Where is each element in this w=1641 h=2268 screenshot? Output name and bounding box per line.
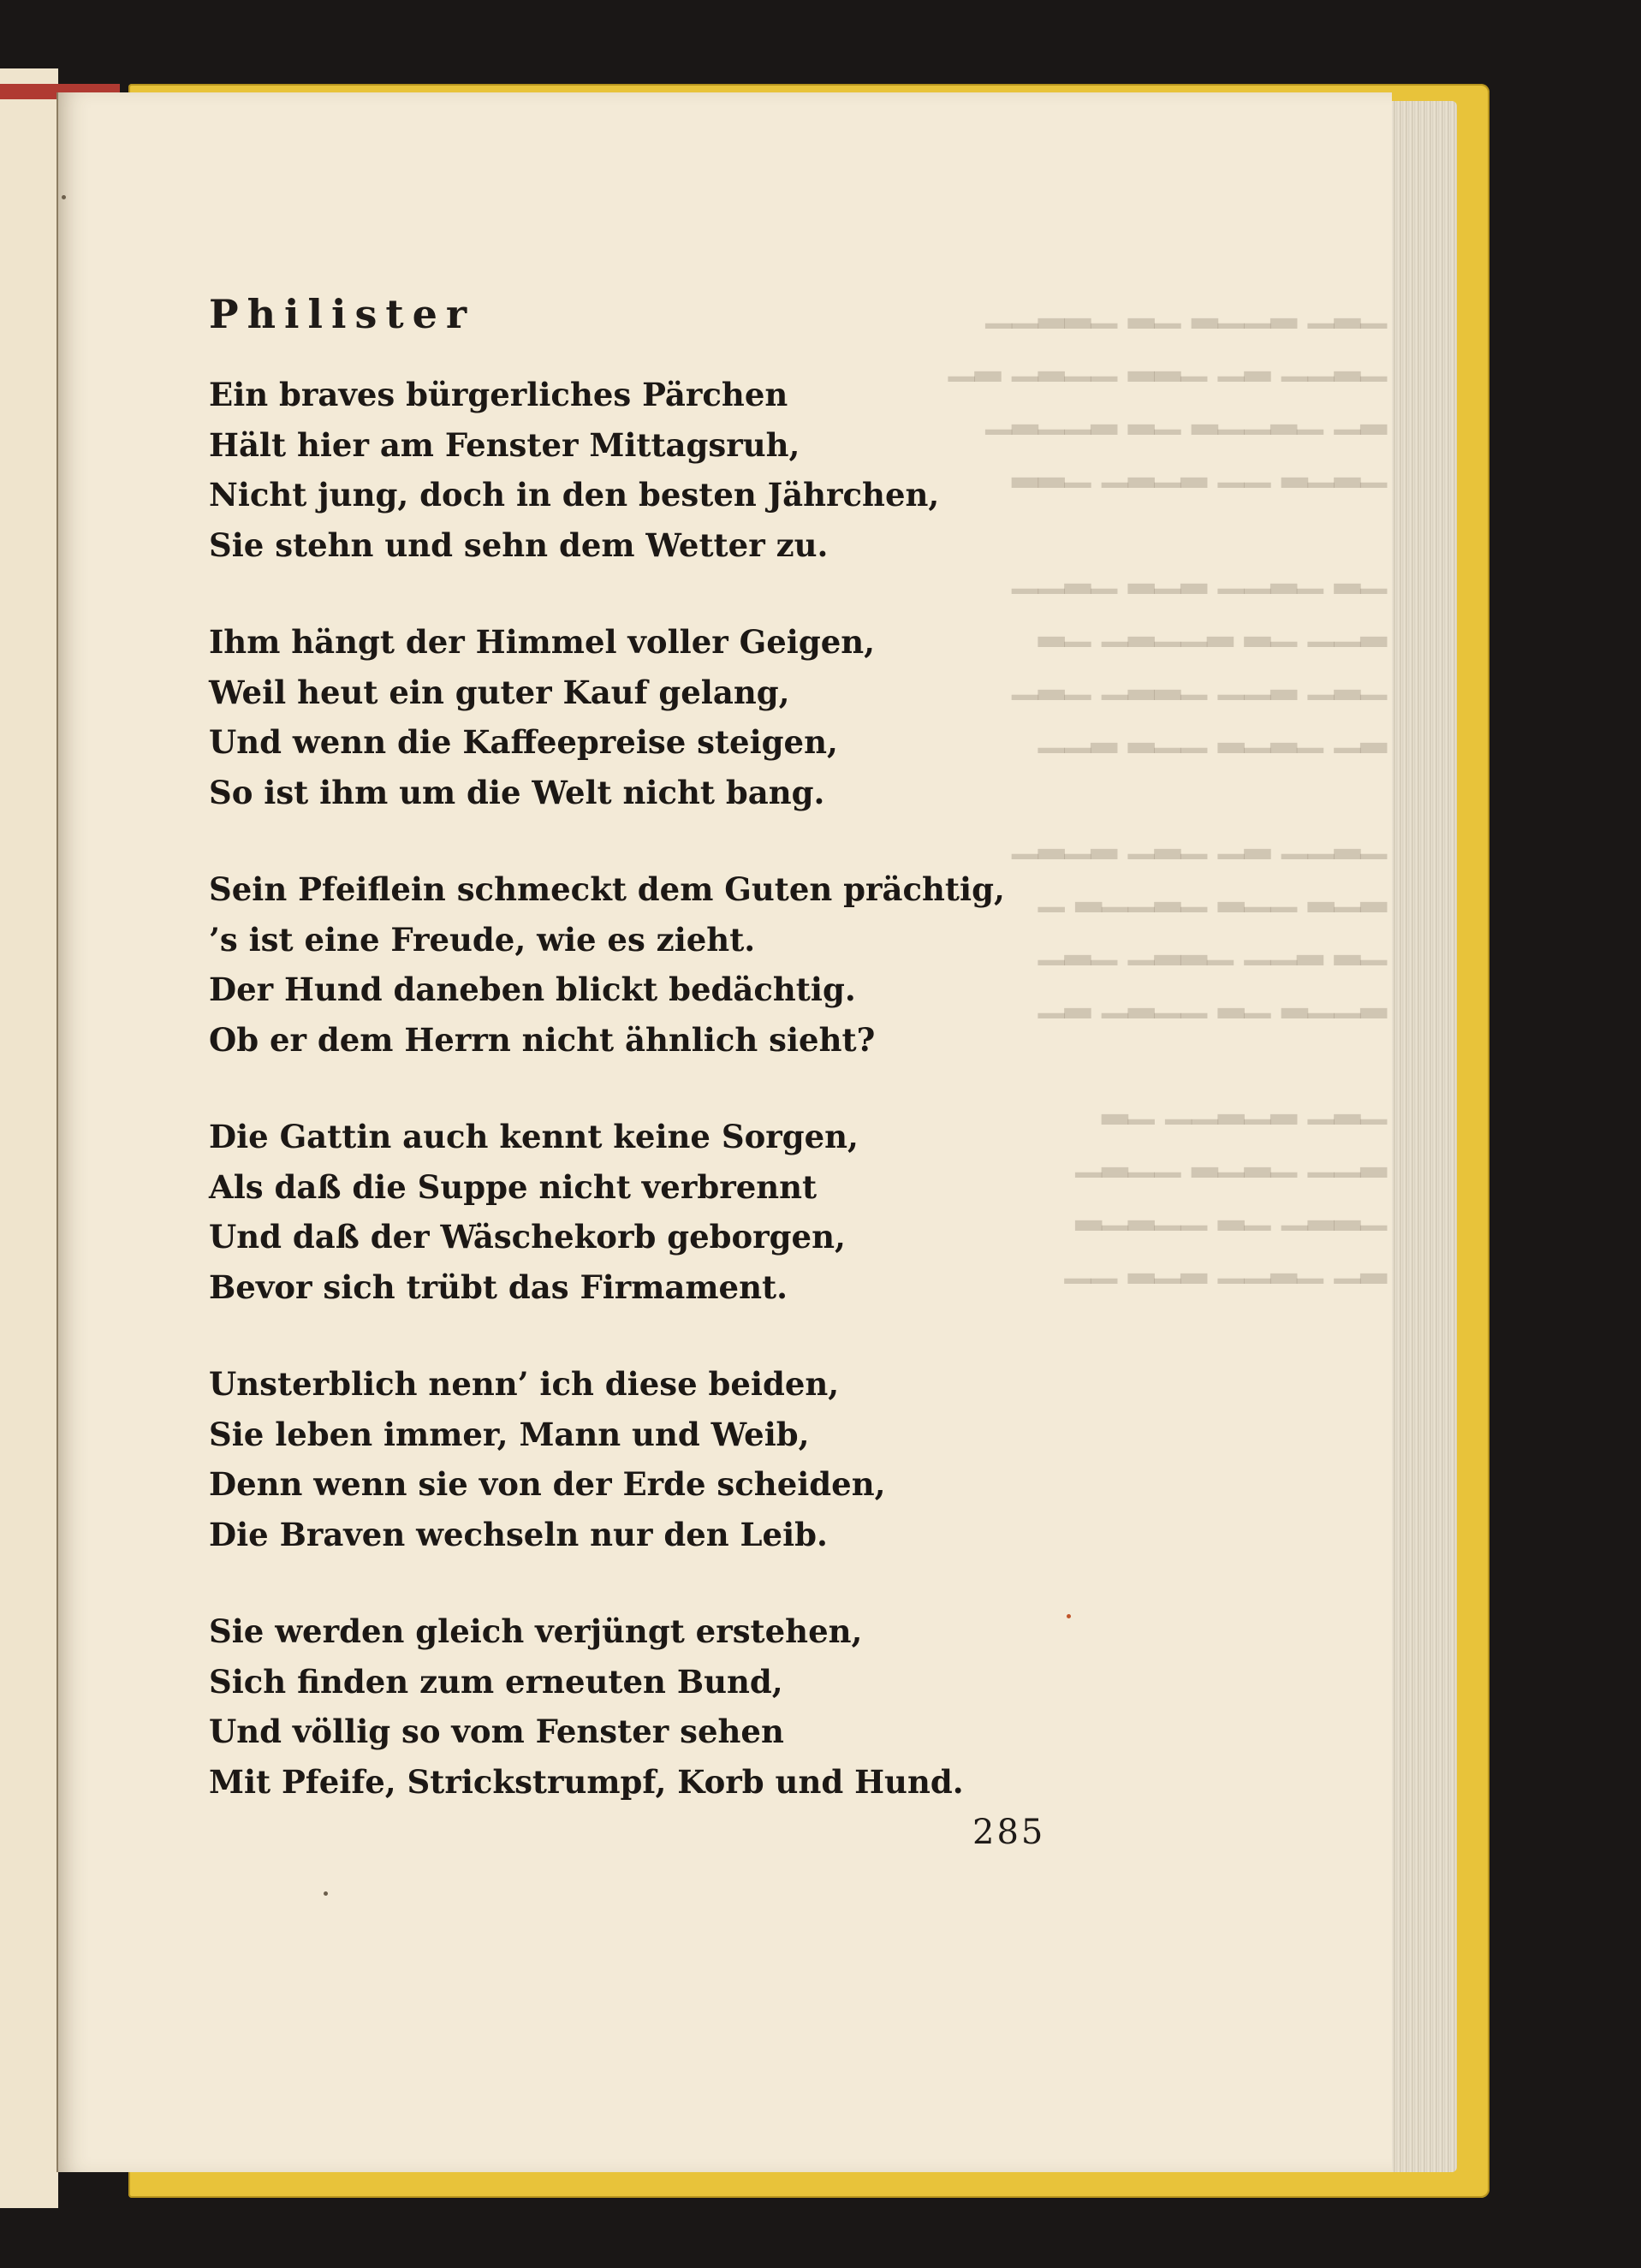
verse-line: Ihm hängt der Himmel voller Geigen, <box>209 623 876 661</box>
verse-line: Unsterblich nenn’ ich diese beiden, <box>209 1365 840 1403</box>
stanza <box>209 617 1031 817</box>
verse-line: Hält hier am Fenster Mittagsruh, <box>209 425 800 464</box>
verse-line: Die Gattin auch kennt keine Sorgen, <box>209 1118 859 1155</box>
stanza <box>209 370 1031 570</box>
stanza <box>209 1112 1031 1312</box>
verse-line: Sie stehn und sehn dem Wetter zu. <box>209 525 829 564</box>
verse-line: Sie werden gleich verjüngt erstehen, <box>209 1612 863 1650</box>
verse-line: Weil heut ein guter Kauf gelang, <box>209 673 790 711</box>
paper-speck <box>62 195 66 199</box>
verse-line: Nicht jung, doch in den besten Jährchen, <box>209 476 940 514</box>
verse-line: Ob er dem Herrn nicht ähnlich sieht? <box>209 1020 876 1059</box>
verse-line: Und wenn die Kaffeepreise steigen, <box>209 723 838 761</box>
verse-line: Und völlig so vom Fenster sehen <box>209 1713 784 1750</box>
verse-line: Die Braven wechseln nur den Leib. <box>209 1515 828 1553</box>
poem-title: Philister <box>209 291 476 337</box>
verse-line: Als daß die Suppe nicht verbrennt <box>209 1167 818 1206</box>
paper-speck <box>324 1891 328 1896</box>
verse-line: Und daß der Wäschekorb geborgen, <box>209 1218 846 1256</box>
stanza <box>209 1359 1031 1559</box>
stanza <box>209 864 1031 1065</box>
verse-line: So ist ihm um die Welt nicht bang. <box>209 773 825 811</box>
verse-line: Sich finden zum erneuten Bund, <box>209 1662 783 1701</box>
left-facing-page <box>0 68 58 2208</box>
verse-line: Mit Pfeife, Strickstrumpf, Korb und Hund. <box>209 1762 964 1801</box>
verse-line: Ein braves bürgerliches Pärchen <box>209 376 788 413</box>
show-through: ▁▂▁ ▂▁▁▂ ▁▂ ▁▂▂▁▁ ▁▂▁▁ ▂▁ ▁▂▂ ▁▁▂▁ ▂▁ ▂▁ ▁▂▁▁▂ ▁▂ ▂▁▁▂▁ ▁▂▁▂ ▁▁ ▂▁▂▁ ▁▂▂ ▁▂ ▁▂▁▁ ▂▁▂ ▁▂▁▁ ▂▁▁ ▁▂ ▂▁▁▂▁ ▁▂ ▁▂▁ ▂▁▁ ▁▂▂▁ ▁▂▁ ▂▁ ▁▂▁▂ ▁▁▂ ▂▁▁ ▁▂▁▁ ▂▁ ▁▂▁ ▂▁▂▁ ▂▁▂ ▁▁▂ ▁▂▁▁▂ ▁ ▁▂ ▂▁▁ ▁▂▂▁ ▁▂▁ ▂▁▁▂ ▁▂ ▁▁▂▁ ▂▁ ▁▂▁ ▂▁▂▁▁ ▁▂ ▂▁▁ ▁▂▁▂ ▁▁▂▁ ▁▂▂▁ ▁▂ ▁▁▂▁▂ ▂▁ ▁▂▁▁ ▂▁▂ ▁▁ <box>948 289 1387 1284</box>
stanza <box>209 1606 1031 1807</box>
paper-speck <box>1067 1614 1071 1618</box>
poem-body <box>209 370 1031 1854</box>
verse-line: Der Hund daneben blickt bedächtig. <box>209 971 856 1008</box>
page-number: 285 <box>972 1813 1046 1852</box>
verse-line: Sie leben immer, Mann und Weib, <box>209 1415 810 1453</box>
verse-line: Denn wenn sie von der Erde scheiden, <box>209 1465 886 1503</box>
gutter <box>56 92 58 2172</box>
verse-line: Sein Pfeiflein schmeckt dem Guten prächtig, <box>209 870 1005 908</box>
verse-line: ’s ist eine Freude, wie es zieht. <box>209 920 756 959</box>
verse-line: Bevor sich trübt das Firmament. <box>209 1268 788 1306</box>
